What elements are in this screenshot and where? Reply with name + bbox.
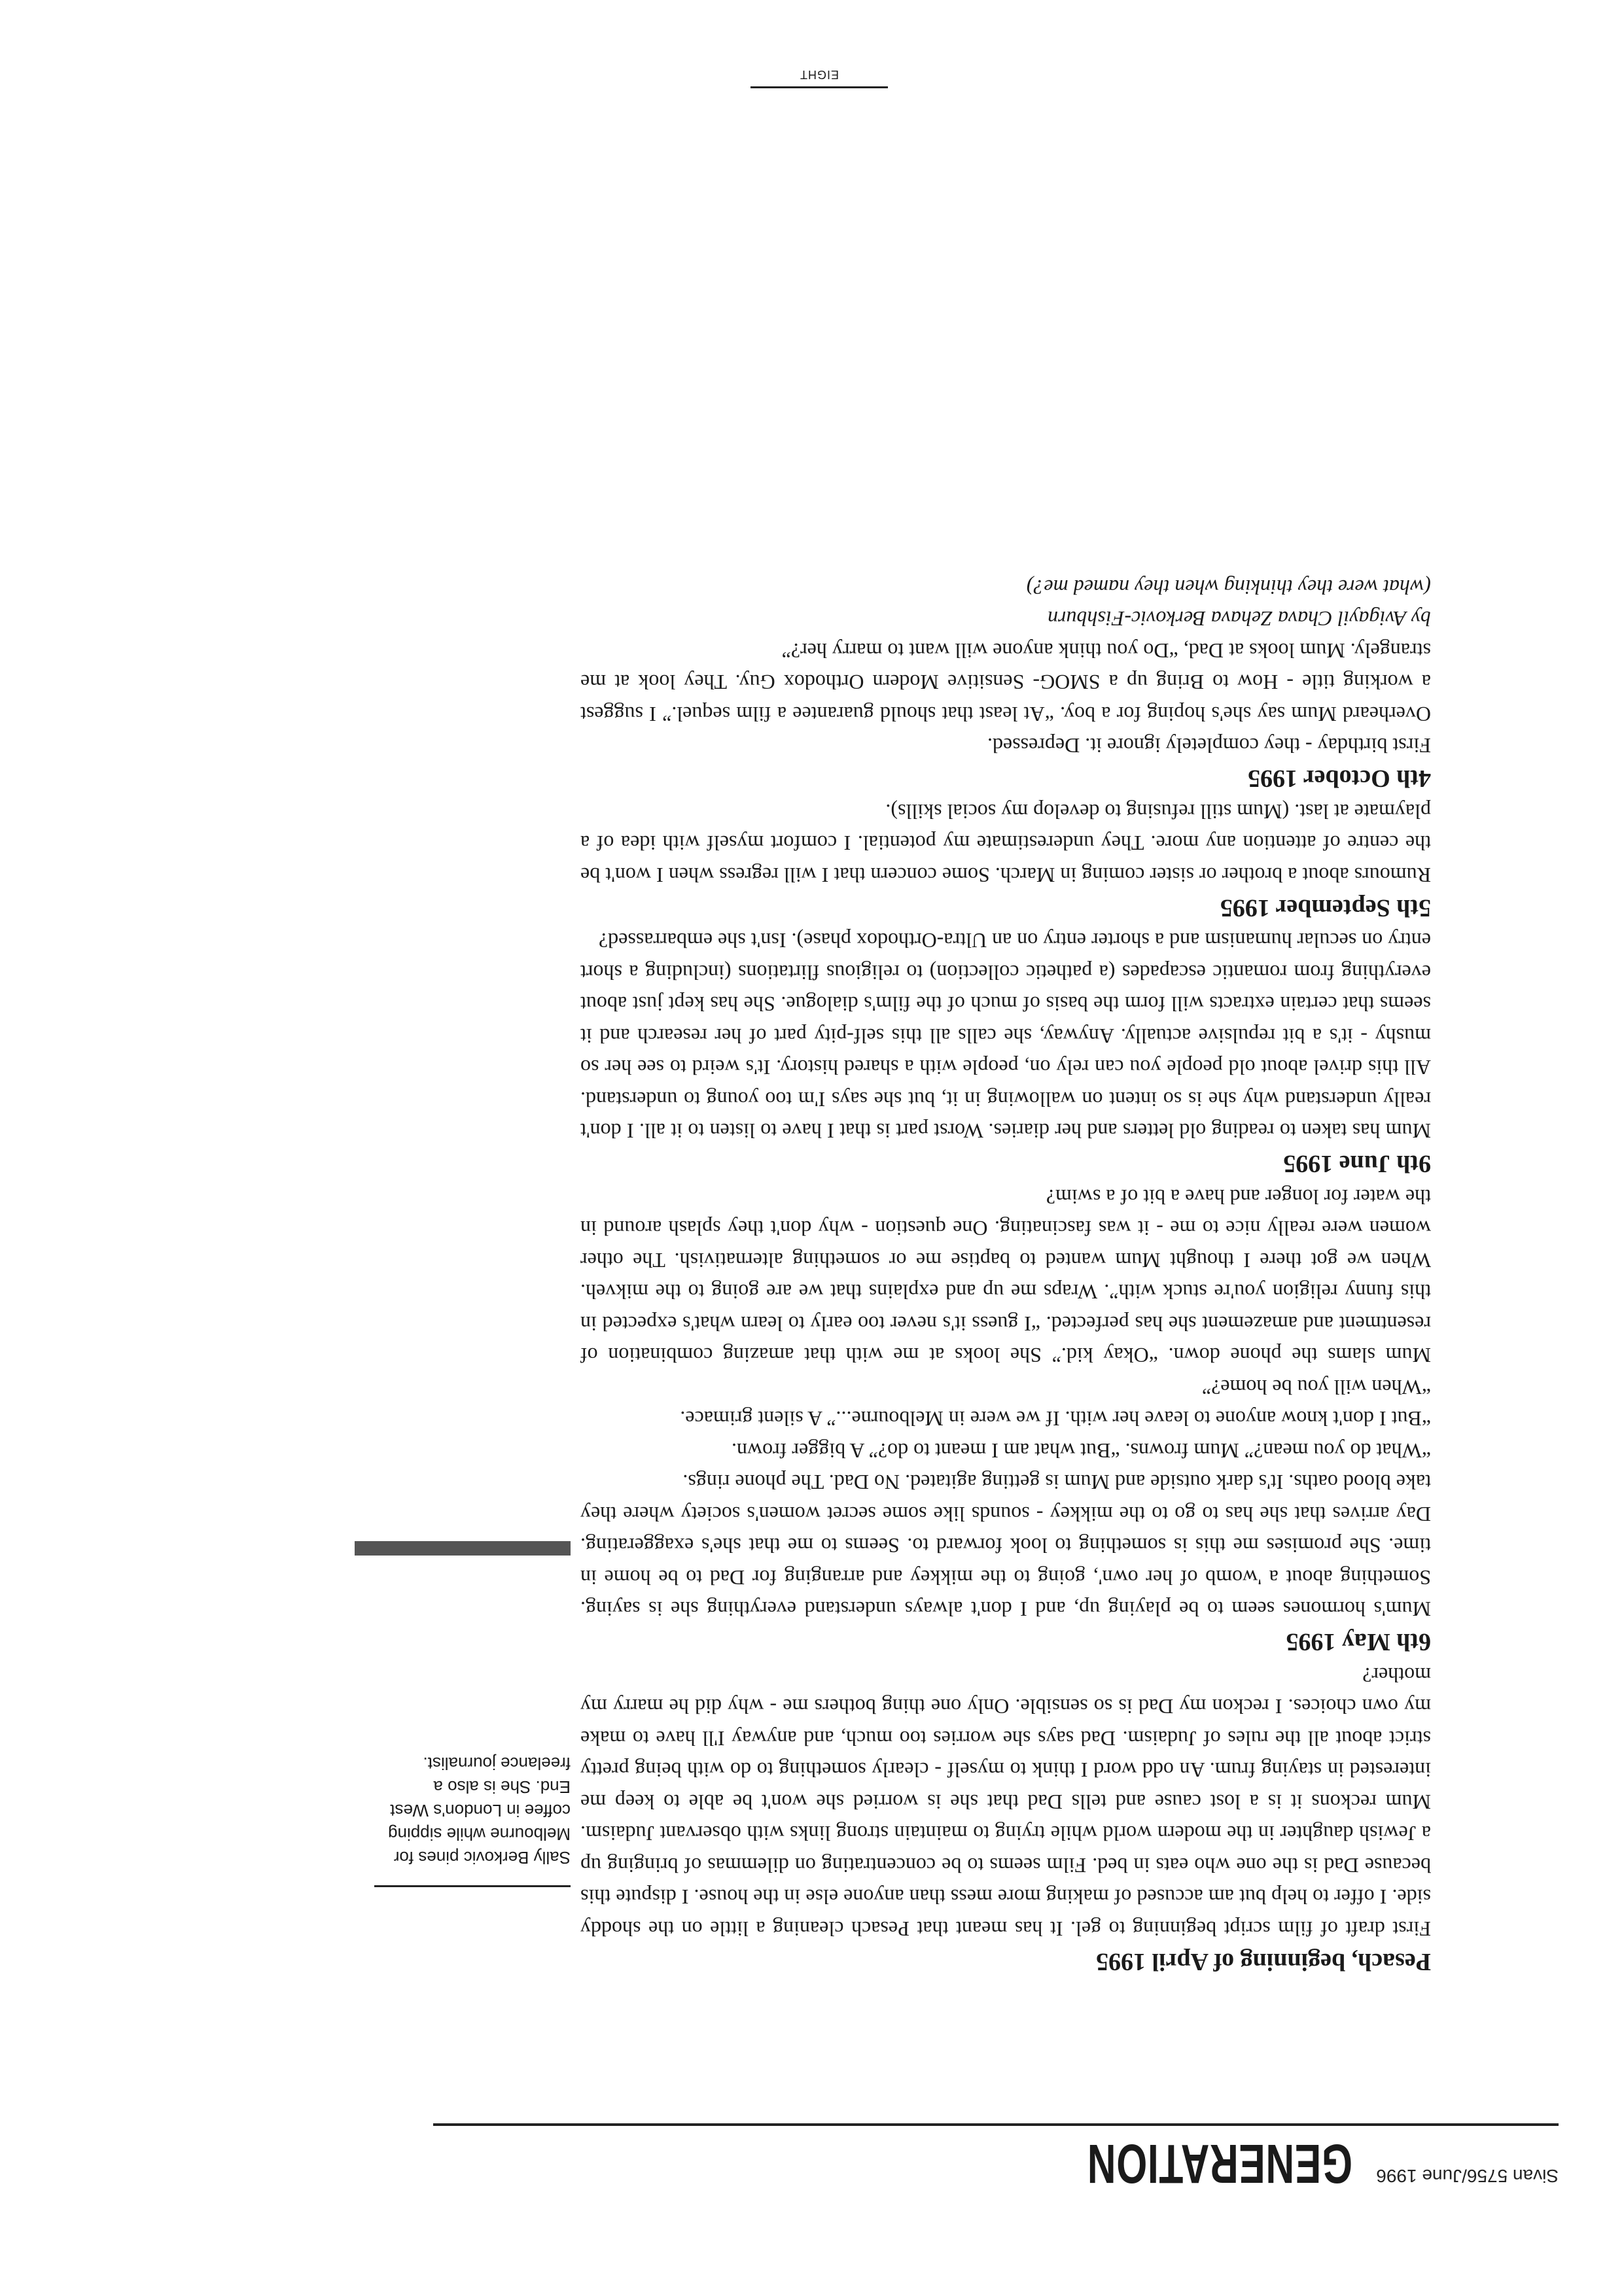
sidebar-rule xyxy=(374,1885,571,1887)
author-sidebar xyxy=(374,1541,571,1887)
entry-paragraph: “When will you be home?” xyxy=(1201,1376,1431,1399)
entry-paragraph: Mum's hormones seem to be playing up, and I don't always understand everything she is saying. Something about a 'womb of her own', going to the mikkey and arranging for Dad to be home in time. She promises me this is something to look forward to. Seems to me that she's exaggerating. Day arrives that she has to go to the mikkey - sounds like some secret women's society where they take blood oaths. It's dark outside and Mum is getting agitated. No Dad. The phone rings. xyxy=(580,1470,1431,1622)
entry-paragraph: Mum slams the phone down. “Okay kid.” She looks at me with that amazing combination of resentment and amazement she has perfected. “I guess it's never too early to learn what's expected in this funny religion you're stuck with”. Wraps me up and explains that we are going to the mikveh. When we got there I thought Mum wanted to baptise me or something alternativish. The other women were really nice to me - it was fascinating. One question - why don't they splash around in the water for longer and have a bit of a swim? xyxy=(580,1185,1431,1368)
footer-rule xyxy=(750,86,888,88)
entry-heading: 4th October 1995 xyxy=(1247,765,1431,793)
author-bio: Sally Berkovic pines for Melbourne while sipping coffee in London's West End. She is also a freelance journalist. xyxy=(388,1754,571,1868)
masthead-title: GENERATION xyxy=(1087,2133,1352,2195)
page-header xyxy=(433,2123,1559,2195)
byline: by Avigayil Chava Zehava Berkovic-Fishburn xyxy=(1048,607,1431,631)
page-footer xyxy=(750,67,888,88)
entry-paragraph: First birthday - they completely ignore it. Depressed. xyxy=(987,734,1431,758)
entry-paragraph: First draft of film script beginning to gel. It has meant that Pesach cleaning a little on the shoddy side. I offer to help but am accused of making more mess than anyone else in the house. I dispute this because Dad is the one who eats in bed. Film seems to be concentrating on dilemmas of bringing up a Jewish daughter in the modern world while trying to maintain strong links with observant Judaism. Mum reckons it is a lost cause and tells Dad that she is worried she won't be able to keep me interested in staying frum. An odd word I think to myself - clearly something to do with being pretty strict about all the rules of Judaism. Dad says she worries too much, and anyway I'll have to make my own choices. I reckon my Dad is so sensible. Only one thing bothers me - why did he marry my mother? xyxy=(580,1663,1431,1941)
entry-paragraph: Mum has taken to reading old letters and her diaries. Worst part is that I have to listen to it all. I don't really understand why she is so intent on wallowing in it, but she says I'm too young to understand. All this drivel about old people you can rely on, people with a shared history. It's weird to see her so mushy - it's a bit repulsive actually. Anyway, she calls all this self-pity part of her research and it seems that certain extracts will form the basis of much of the film's dialogue. She has kept just about everything from romantic escapades (a pathetic collection) to religious flirtations (including a short entry on secular humanism and a shorter entry on an Ultra-Orthodox phase). Isn't she embarrassed? xyxy=(580,929,1431,1143)
entry-heading: 6th May 1995 xyxy=(1286,1628,1431,1656)
entry-heading: 5th September 1995 xyxy=(1220,894,1431,922)
entry-paragraph: “But I don't know anyone to leave her with. If we were in Melbourne...” A silent grimace. xyxy=(680,1407,1431,1431)
article-body xyxy=(580,572,1431,1979)
entry-heading: 9th June 1995 xyxy=(1283,1150,1431,1178)
entry-paragraph: Rumours about a brother or sister coming in March. Some concern that I will regress when I won't be the centre of attention any more. They underestimate my potential. I comfort myself with idea of a playmate at last. (Mum still refusing to develop my social skills). xyxy=(580,800,1431,887)
sidebar-bar xyxy=(355,1541,571,1556)
header-rule xyxy=(433,2123,1559,2126)
page-number: EIGHT xyxy=(800,68,839,81)
entry-paragraph: Overheard Mum say she's hoping for a boy. “At least that should guarantee a film sequel.” I suggest a working title - How to Bring up a SMOG- Sensitive Modern Orthodox Guy. They look at me strangely. Mum looks at Dad, “Do you think anyone will want to marry her?” xyxy=(580,639,1431,726)
entry-paragraph: “What do you mean?” Mum frowns. “But what am I meant to do?” A bigger frown. xyxy=(731,1439,1431,1463)
entry-heading: Pesach, beginning of April 1995 xyxy=(1096,1948,1431,1975)
issue-date: Sivan 5756/June 1996 xyxy=(1376,2166,1559,2186)
byline-note: (what were they thinking when they named me?) xyxy=(1026,576,1431,599)
